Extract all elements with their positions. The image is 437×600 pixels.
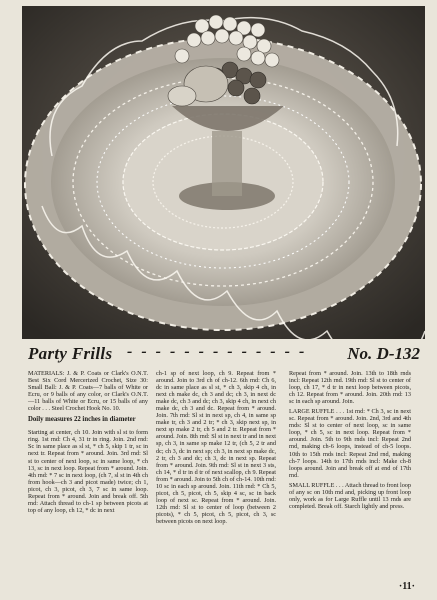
pattern-number: No. D-132 xyxy=(347,344,420,363)
small-ruffle-text: SMALL RUFFLE . . . Attach thread to front loop of any sc on 10th rnd and, picking up front loop only, work as for Large Ruffle until 13 rnds are completed. Break off. Starch lightly and press. xyxy=(289,481,411,510)
column-1 xyxy=(28,370,148,517)
materials-text: MATERIALS: J. & P. Coats or Clark's O.N.T. Best Six Cord Mercerized Crochet, Size 30: Small Ball: J. & P. Coats—7 balls of White or Ecru, or 9 balls of any color, or Clark's O.N.T.—11 balls of White or Ecru, or 15 balls of any color . . . Steel Crochet Hook No. 10. xyxy=(28,370,148,413)
instructions-col3-a: Repeat from * around. Join. 13th to 18th rnds incl: Repeat 12th rnd. 19th rnd: Sl st to center of loop, ch 17, * d tr in next loop between picots, ch 12. Repeat from * around. Join. 20th rnd: 13 sc in each sp around. Join. xyxy=(289,370,411,406)
title-dashes: - - - - - - - - - - - - - xyxy=(127,343,307,360)
instructions-col1: Starting at center, ch 10. Join with sl st to form ring. 1st rnd: Ch 4, 31 tr in ring. Join. 2nd rnd: Sc in same place as sl st, * ch 5, skip 1 tr, sc in next tr. Repeat from * around. Join. 3rd rnd: Sl st to center of next loop, sc in same loop, * ch 13, sc in next loop. Repeat from * around. Join. 4th rnd: * 7 sc in next loop, (ch 7, sl st in 4th ch from hook—ch 3 and picot made) twice; ch 1, picot, ch 3, picot, ch 3, 7 sc in same loop. Repeat from * around. Join and break off. 5th rnd: Attach thread to ch-1 sp between picots at top of any loop, ch 12, * dc in next xyxy=(28,429,148,514)
measure-text: Doily measures 22 inches in diameter xyxy=(28,416,136,424)
large-ruffle-text: LARGE RUFFLE . . . 1st rnd: * Ch 3, sc in next sc. Repeat from * around. Join. 2nd, 3rd and 4th rnds: Sl st to center of next loop, sc in same loop, * ch 5, sc in next loop. Repeat from * around. Join. 5th to 9th rnds incl: Repeat 2nd rnd, making ch-6 loops, instead of ch-5 loops. 10th to 15th rnds incl: Repeat 2nd rnd, making ch-7 loops. 14th to 17th rnds incl: Make ch-8 loops around. Join and break off at end of 17th rnd. xyxy=(289,408,411,479)
column-2 xyxy=(156,370,276,528)
page-number: ·11· xyxy=(398,581,415,592)
pattern-title: Party Frills xyxy=(28,344,113,363)
instructions-col2: ch-1 sp of next loop, ch 9. Repeat from * around. Join to 3rd ch of ch-12. 6th rnd: Ch 6, dc in same place as sl st, * ch 3, skip 4 ch, in next ch make dc, ch 3 and dc; ch 3, in next dc make dc, ch 3 and dc; ch 3, skip 4 ch, in next ch make dc, ch 3 and dc. Repeat from * around. Join. 7th rnd: Sl st in next sp, ch 4, in same sp make tr, ch 3 and 2 tr; * ch 3, skip next sp, in next sp make 2 tr, ch 5 and 2 tr. Repeat from * around. Join. 8th rnd: Sl st in next tr and in next sp, ch 3, in same sp make 12 tr, (ch 5, 2 tr and dc; ch 3, dc in next sp; ch 3, in next sp make dc, 2 tr, ch 3 and dc; ch 3, dc in next sp. Repeat from * around. Join. 9th rnd: Sl st in next 3 sts, ch 14, * d tr in d tr of next scallop, ch 9. Repeat from * around. Join to 5th ch of ch-14. 10th rnd: 10 sc in each sp around. Join. 11th rnd: * Ch 5, picot, ch 5, picot, ch 5, skip 4 sc, sc in back loop of next sc. Repeat from * around. Join. 12th rnd: Sl st to center of loop (between 2 picots), * ch 5, picot, ch 5, picot, ch 3, sc between picots on next loop. xyxy=(156,370,276,525)
doily-photo xyxy=(22,6,425,339)
column-3 xyxy=(289,370,411,513)
pattern-heading xyxy=(28,344,428,366)
